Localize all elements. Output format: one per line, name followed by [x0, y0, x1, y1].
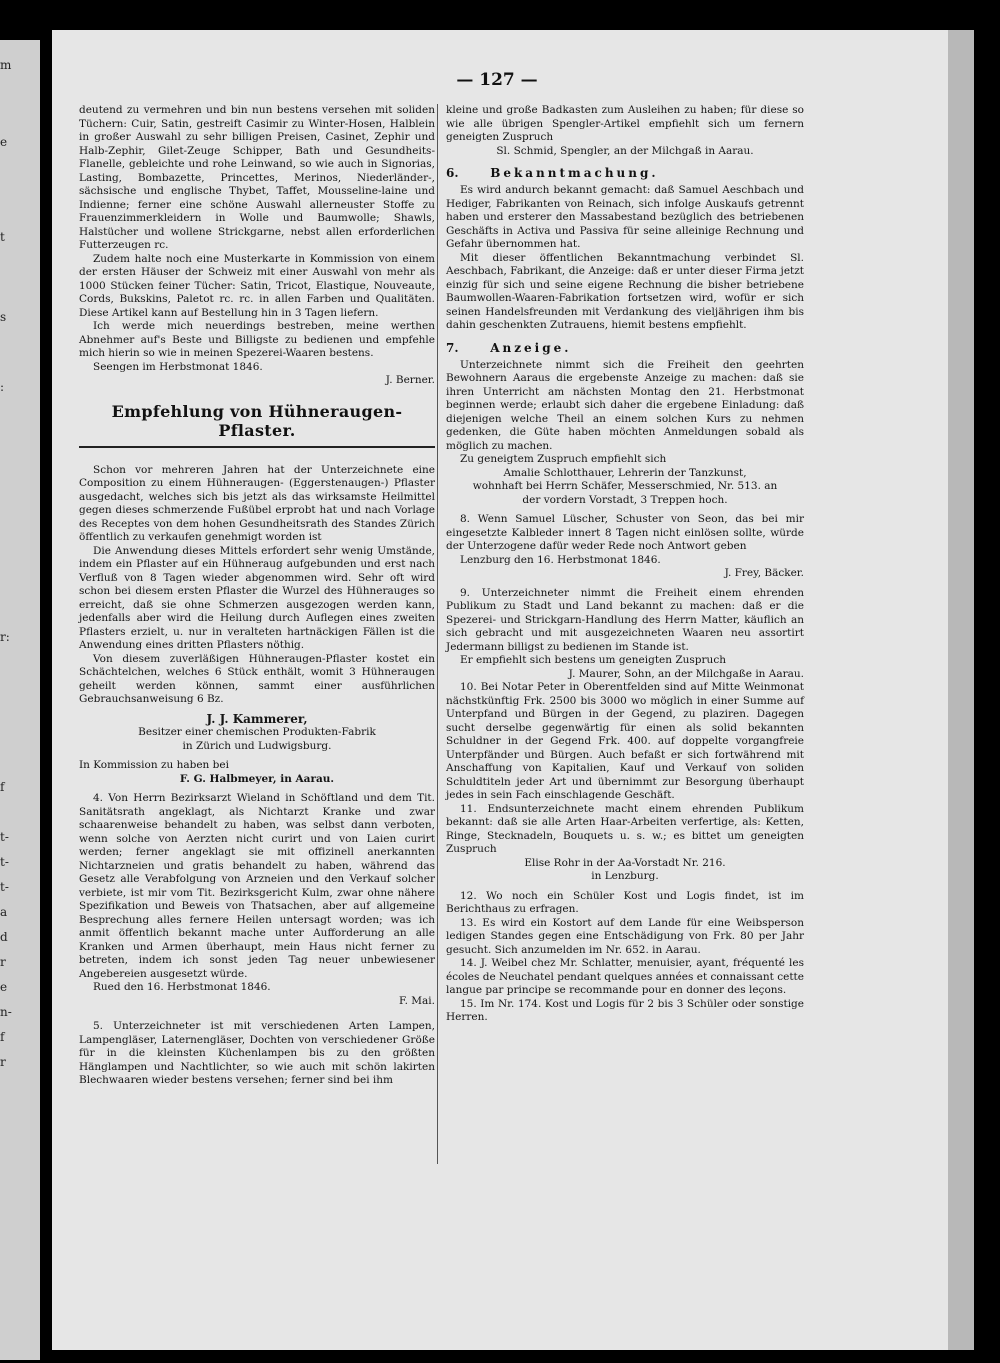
edge-fragment: f	[0, 1030, 5, 1044]
signature: Elise Rohr in der Aa-Vorstadt Nr. 216.	[524, 856, 726, 869]
page-edge-shadow	[948, 30, 974, 1350]
section-number: 7.	[446, 340, 459, 355]
left-column	[79, 104, 435, 1088]
edge-fragment: d	[0, 930, 8, 944]
paragraph: 8. Wenn Samuel Lüscher, Schuster von Seon, das bei mir eingesetzte Kalbleder innert 8 Tagen nicht einlösen sollte, würde der Unterzogene dafür weder Rede noch Antwort geben	[446, 513, 804, 552]
edge-fragment: r	[0, 1055, 6, 1069]
edge-fragment: e	[0, 980, 8, 994]
signature: Sl. Schmid, Spengler, an der Milchgaß in Aarau.	[496, 144, 754, 157]
signature-subline: wohnhaft bei Herrn Schäfer, Messerschmied, Nr. 513. an	[472, 480, 778, 492]
right-column	[446, 104, 804, 1025]
edge-fragment: a	[0, 905, 8, 919]
signature-subline: in Lenzburg.	[591, 870, 659, 882]
signature-subline: der vordern Vorstadt, 3 Treppen hoch.	[522, 493, 728, 506]
edge-fragment: t-	[0, 855, 9, 869]
date-line: Lenzburg den 16. Herbstmonat 1846.	[460, 553, 661, 566]
paragraph: Ich werde mich neuerdings bestreben, meine werthen Abnehmer auf's Beste und Billigste zu bedienen und empfehle mich hierin so wie in meinen Spezerei-Waaren bestens.	[79, 320, 435, 359]
date-line: Seengen im Herbstmonat 1846.	[93, 360, 263, 373]
adjacent-page-edge	[0, 40, 40, 1360]
edge-fragment: s	[0, 310, 7, 324]
newspaper-page	[52, 30, 974, 1350]
paragraph: 11. Endsunterzeichnete macht einem ehrenden Publikum bekannt: daß sie alle Arten Haar-Arbeiten verfertige, als: Ketten, Ringe, Stecknadeln, Bouquets u. s. w.; es bittet um geneigten Zuspruch	[446, 802, 804, 855]
paragraph: 15. Im Nr. 174. Kost und Logis für 2 bis 3 Schüler oder sonstige Herren.	[446, 997, 804, 1023]
signature: J. Frey, Bäcker.	[724, 567, 804, 579]
edge-fragment: :	[0, 380, 5, 394]
paragraph: deutend zu vermehren und bin nun bestens versehen mit soliden Tüchern: Cuir, Satin, gestreift Casimir zu Winter-Hosen, Halblein in großer Auswahl zu sehr billigen Preisen, Casinet, Zephir und Halb-Zephir, Gilet-Zeuge Schipper, Bath und Gesundheits-Flanelle, gebleichte und rohe Leinwand, so wie auch in Signorias, Lasting, Bombazette, Princettes, Merinos, Niederländer-, sächsische und englische Thybet, Taffet, Mousseline-laine und Indienne; ferner eine schöne Auswahl allerneuster Stoffe zu Frauenzimmerkleidern in Wolle und Baumwolle; Shawls, Halstücher und wollene Strickgarne, nebst allen erforderlichen Futterzeugen rc.	[79, 104, 435, 251]
paragraph: 4. Von Herrn Bezirksarzt Wieland in Schöftland und dem Tit. Sanitätsrath angeklagt, als Nichtarzt Kranke und zwar schaarenweise behandelt zu haben, was selbst dann verboten, wenn solche von Aerzten nicht curirt und von Laien curirt werden; ferner angeklagt sie mit offizinell anerkannten Nichtarzneien und gratis behandelt zu haben, während das Gesetz alle Verabfolgung von Arzneien und den Verkauf solcher verbiete, ist mir vom Tit. Bezirksgericht Kulm, zwar ohne nähere Spezifikation und Beweis von Thatsachen, aber auf allgemeine Besprechung alles fernere Heilen untersagt worden; was ich anmit öffentlich bekannt mache unter Aufforderung an alle Kranken und Armen überhaupt, mein Haus nicht ferner zu betreten, indem ich sonst jeden Tag neuer unbewiesener Angebereien ausgesetzt würde.	[79, 792, 435, 980]
section-heading: Empfehlung von Hühneraugen-Pflaster.	[111, 401, 403, 440]
divider	[79, 446, 435, 448]
page-number: — 127 —	[456, 70, 538, 90]
paragraph: 14. J. Weibel chez Mr. Schlatter, menuisier, ayant, fréquenté les écoles de Neuchatel pendant quelques années et connaissant cette langue par principe se recommande pour en donner des leçons.	[446, 957, 804, 996]
section-title: Anzeige.	[490, 340, 572, 355]
paragraph: Zu geneigtem Zuspruch empfiehlt sich	[460, 453, 667, 465]
paragraph: 13. Es wird ein Kostort auf dem Lande für eine Weibsperson ledigen Standes gegen eine Entschädigung von Frk. 80 per Jahr gesucht. Sich anzumelden im Nr. 652. in Aarau.	[446, 916, 804, 956]
signature: Amalie Schlotthauer, Lehrerin der Tanzkunst,	[503, 466, 747, 479]
paragraph: Er empfiehlt sich bestens um geneigten Zuspruch	[460, 654, 726, 666]
signature: F. Mai.	[398, 994, 435, 1007]
edge-fragment: t-	[0, 830, 9, 844]
edge-fragment: r:	[0, 630, 10, 644]
signature: F. G. Halbmeyer, in Aarau.	[179, 772, 335, 785]
column-divider	[437, 104, 438, 1164]
edge-fragment: e	[0, 135, 8, 149]
paragraph: Von diesem zuverläßigen Hühneraugen-Pflaster kostet ein Schächtelchen, welches 6 Stück enthält, womit 3 Hühneraugen geheilt werden können, sammt einer ausführlichen Gebrauchsanweisung 6 Bz.	[79, 652, 435, 705]
paragraph: 10. Bei Notar Peter in Oberentfelden sind auf Mitte Weinmonat nächstkünftig Frk. 2500 bis 3000 wo möglich in einer Summe auf Unterpfand und Bürgen in der Gegend, zu plaziren. Dagegen sucht derselbe gegenwärtig für einen als solid bekannten Schuldner in der Gegend Frk. 400. auf doppelte vorgangfreie Unterpfänder und Bürgen. Auch befaßt er sich fortwährend mit Anschaffung von Kapitalien, Kauf und Verkauf von soliden Schuldtiteln jeder Art und übernimmt zur Besorgung überhaupt jedes in sein Fach einschlagende Geschäft.	[446, 681, 804, 801]
edge-fragment: t-	[0, 880, 9, 894]
paragraph: In Kommission zu haben bei	[79, 759, 229, 771]
paragraph: Mit dieser öffentlichen Bekanntmachung verbindet Sl. Aeschbach, Fabrikant, die Anzeige: daß er unter dieser Firma jetzt einzig für sich und seine eigene Rechnung die bisher betriebene Baumwollen-Waaren-Fabrikation fortsetzen wird, wofür er sich seinen Handelsfreunden mit Verdankung des vieljährigen ihm bis dahin geschenkten Zutrauens, hiemit bestens empfiehlt.	[446, 251, 804, 331]
paragraph: Unterzeichnete nimmt sich die Freiheit den geehrten Bewohnern Aaraus die ergebenste Anzeige zu machen: daß sie ihren Unterricht am nächsten Montag den 21. Herbstmonat beginnen werde; erlaubt sich daher die ergebene Einladung: daß diejenigen welche Theil an einem solchen Kurs zu nehmen gedenken, die Güte haben möchten Anmeldungen sobald als möglich zu machen.	[446, 358, 804, 452]
date-line: Rued den 16. Herbstmonat 1846.	[93, 981, 271, 993]
edge-fragment: t	[0, 230, 5, 244]
section-header	[446, 341, 804, 355]
signature: J. Berner.	[385, 374, 435, 386]
edge-fragment: f	[0, 780, 5, 794]
paragraph: 5. Unterzeichneter ist mit verschiedenen Arten Lampen, Lampengläser, Laternengläser, Dochten von verschiedener Größe für in die kleinsten Küchenlampen bis zu den größten Hänglampen und Nachtlichter, so wie auch mit schön lakirten Blechwaaren wieder bestens versehen; ferner sind bei ihm	[79, 1020, 435, 1086]
section-title: Bekanntmachung.	[490, 166, 659, 180]
paragraph: Schon vor mehreren Jahren hat der Unterzeichnete eine Composition zu einem Hühneraugen- (Eggerstenaugen-) Pflaster ausgedacht, welches sich bis jetzt als das wirksamste Heilmittel gegen dieses schmerzende Fußübel erprobt hat und nach Vorlage des Receptes von dem hohen Gesundheitsrath des Standes Zürich öffentlich zu verkaufen genehmigt worden ist	[79, 463, 435, 543]
edge-fragment: m	[0, 58, 12, 72]
signature-subline: in Zürich und Ludwigsburg.	[182, 739, 332, 752]
signature: J. J. Kammerer,	[206, 711, 308, 726]
signature-subline: Besitzer einer chemischen Produkten-Fabrik	[138, 726, 376, 738]
edge-fragment: n-	[0, 1005, 12, 1019]
section-number: 6.	[446, 166, 459, 180]
edge-fragment: r	[0, 955, 6, 969]
section-header	[446, 166, 804, 180]
paragraph: 12. Wo noch ein Schüler Kost und Logis findet, ist im Berichthaus zu erfragen.	[446, 889, 804, 915]
paragraph: Es wird andurch bekannt gemacht: daß Samuel Aeschbach und Hediger, Fabrikanten von Reinach, sich infolge Auskaufs getrennt haben und ersterer den Massabestand bezüglich des betriebenen Geschäfts in Activa und Passiva für seine alleinige Rechnung und Gefahr übernommen hat.	[446, 184, 804, 250]
paragraph: 9. Unterzeichneter nimmt die Freiheit einem ehrenden Publikum zu Stadt und Land bekannt zu machen: daß er die Spezerei- und Strickgarn-Handlung des Herrn Matter, käuflich an sich gebracht und mit ausgezeichneten Waaren neu assortirt Jedermann billigst zu bedienen im Stande ist.	[446, 586, 804, 653]
paragraph: Die Anwendung dieses Mittels erfordert sehr wenig Umstände, indem ein Pflaster auf ein Hühneraug aufgebunden und erst nach Verfluß von 8 Tagen wieder abgenommen wird. Sehr oft wird schon bei diesem ersten Pflaster die Wurzel des Hühnerauges so erreicht, daß sie ohne Schmerzen ausgezogen werden kann, jedenfalls aber wird die Heilung durch Auflegen eines zweiten Pflasters erzielt, u. nur in veralteten hartnäckigen Fällen ist die Anwendung eines dritten Pflasters nöthig.	[79, 544, 435, 651]
signature: J. Maurer, Sohn, an der Milchgaße in Aarau.	[568, 667, 804, 680]
paragraph: kleine und große Badkasten zum Ausleihen zu haben; für diese so wie alle übrigen Spengler-Artikel empfiehlt sich um fernern geneigten Zuspruch	[446, 104, 804, 143]
paragraph: Zudem halte noch eine Musterkarte in Kommission von einem der ersten Häuser der Schweiz mit einer Auswahl von mehr als 1000 Stücken feiner Tücher: Satin, Tricot, Elastique, Nouveaute, Cords, Bukskins, Paletot rc. rc. in allen Farben und Qualitäten. Diese Artikel kann auf Bestellung hin in 3 Tagen liefern.	[79, 252, 435, 319]
